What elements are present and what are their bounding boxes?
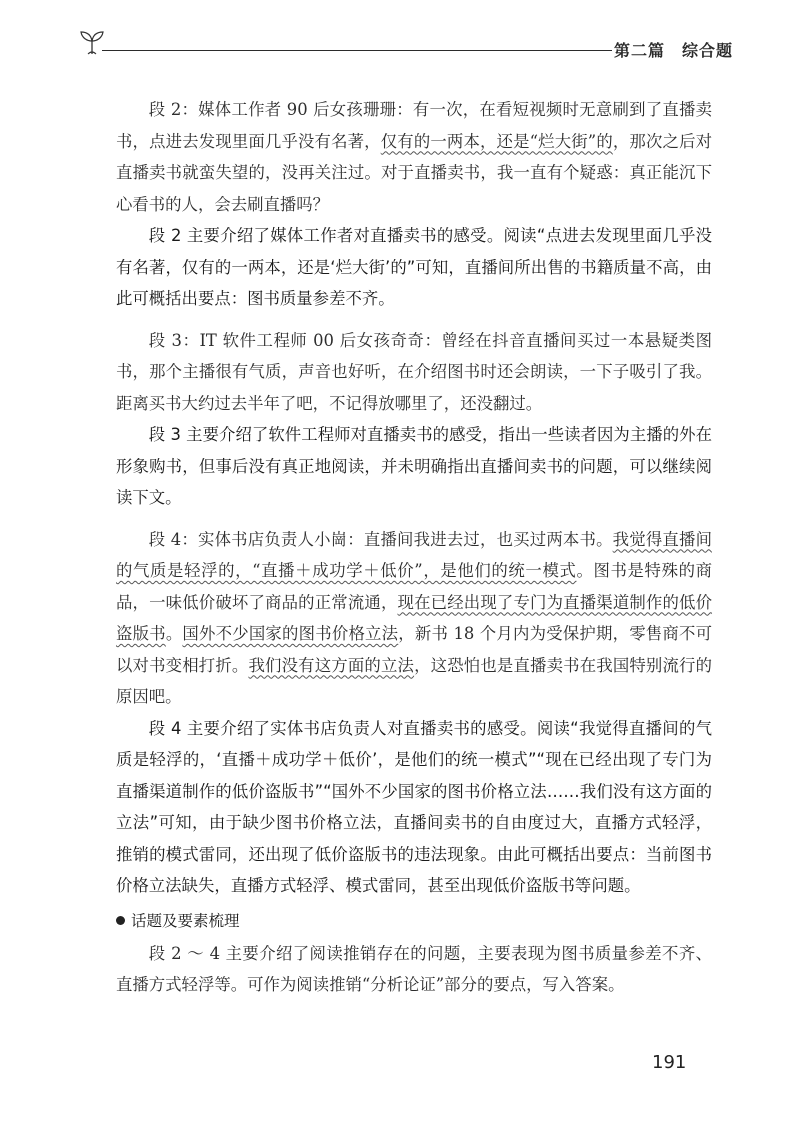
header-rule: [102, 50, 612, 51]
quote-paragraph-4: [116, 524, 712, 713]
quote-text: ，这恐怕也是直播卖书在我国特别流行的原因吧。: [116, 655, 713, 706]
wavy-underlined-text: 我们没有这方面的立法: [248, 655, 415, 675]
sprout-icon: [78, 28, 106, 56]
quote-text: ，那次之后对直播卖书就蛮失望的，没再关注过。对于直播卖书，我一直有个疑惑：真正能沉下心看书的人，会去刷直播吗？: [116, 131, 713, 214]
quote-paragraph-2: [116, 94, 712, 220]
wavy-underlined-text: 国外不少国家的图书价格立法: [182, 624, 399, 643]
quote-text: ，新书 18 个月内为受保护期，零售商不可以对书变相打折。: [116, 624, 713, 675]
quote-paragraph-3: 段 3：IT 软件工程师 00 后女孩奇奇：曾经在抖音直播间买过一本悬疑类图书，那个主播很有气质，声音也好听，在介绍图书时还会朗读，一下子吸引了我。距离买书大约过去半年了吧，不记得放哪里了，还没翻过。: [116, 330, 712, 413]
quote-text: 。图书是特殊的商品，一味低价破坏了商品的正常流通，: [116, 561, 712, 612]
section-heading: [116, 906, 712, 936]
page-number: 191: [652, 1052, 687, 1073]
wavy-underlined-text: 仅有的一两本，还是“烂大街”的: [380, 131, 613, 151]
section-title: 话题及要素梳理: [131, 911, 240, 930]
quote-text: 。: [165, 624, 183, 643]
quote-text: 段 2：媒体工作者 90 后女孩珊珊：有一次，在看短视频时无意刷到了直播卖书，点进去发现里面几乎没有名著，: [116, 100, 712, 151]
analysis-paragraph-3: 段 3 主要介绍了软件工程师对直播卖书的感受，指出一些读者因为主播的外在形象购书，但事后没有真正地阅读，并未明确指出直播间卖书的问题，可以继续阅读下文。: [116, 425, 712, 507]
section-body: 段 2 ～ 4 主要介绍了阅读推销存在的问题，主要表现为图书质量参差不齐、直播方式轻浮等。可作为阅读推销“分析论证”部分的要点，写入答案。: [116, 943, 712, 994]
chapter-title: 第二篇 综合题: [614, 41, 734, 60]
wavy-underlined-text: 我觉得直播间的气质是轻浮的，“直播＋成功学＋低价”，是他们的统一模式: [116, 529, 712, 580]
analysis-paragraph-4: 段 4 主要介绍了实体书店负责人对直播卖书的感受。阅读“我觉得直播间的气质是轻浮的，‘直播＋成功学＋低价’，是他们的统一模式”“现在已经出现了专门为直播渠道制作的低价盗版书”“国外不少国家的图书价格立法……我们没有这方面的立法”可知，由于缺少图书价格立法，直播间卖书的自由度过大，直播方式轻浮，推销的模式雷同，还出现了低价盗版书的违法现象。由此可概括出要点：当前图书价格立法缺失，直播方式轻浮、模式雷同，甚至出现低价盗版书等问题。: [116, 718, 712, 895]
page-body: [116, 94, 712, 1001]
bullet-icon: [116, 916, 125, 925]
analysis-paragraph-2: 段 2 主要介绍了媒体工作者对直播卖书的感受。阅读“点进去发现里面几乎没有名著，仅有的一两本，还是‘烂大街’的”可知，直播间所出售的书籍质量不高，由此可概括出要点：图书质量参差不齐。: [116, 226, 712, 308]
wavy-underlined-text: 现在已经出现了专门为直播渠道制作的低价盗版书: [116, 592, 713, 643]
page-header: [78, 26, 734, 66]
quote-text: 段 4：实体书店负责人小崗：直播间我进去过，也买过两本书。: [148, 529, 613, 549]
